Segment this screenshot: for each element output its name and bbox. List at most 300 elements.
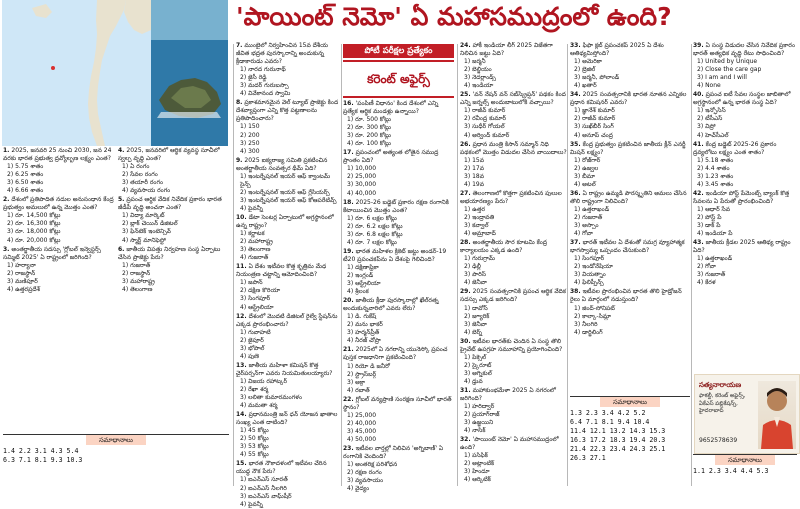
question-option: 4) వైద్యం [347,485,370,493]
question-option: 1) ఐఎన్ఎస్ సూరత్ [240,476,288,484]
question-option: 3) ఐఎన్ఎస్ వాఘ్‌షీర్ [240,492,292,500]
question-option: 2) రూ. 300 కోట్లు [347,124,391,132]
question-option: 2) రూ. 16,300 కోట్లు [7,220,61,228]
question-item [236,214,339,262]
question-stem: అంతర్జాతీయ సదస్సు 'గ్లోబల్ ఇన్వెస్టర్స్ సమ్మిట్ 2025' ఏ రాష్ట్రంలో జరిగింది? [3,245,101,261]
question-item [460,436,571,484]
question-option: 4) వ్యవసాయ రంగం [122,187,171,195]
question-option: 4) బెర్న్ [464,328,483,336]
question-number: 13. [236,361,247,369]
question-number: 2. [3,196,10,204]
question-option: 3) హర్మన్‌ప్రీత్ [347,329,380,337]
question-option: 3) అగ్నికుల్ [464,369,492,377]
question-option: 3) గుజరాత్ [697,271,726,279]
island-photo [151,0,228,146]
question-option: 3) డాక్ పే [697,222,721,230]
question-option: 3) సింగపూర్ [240,295,271,303]
question-number: 20. [343,297,354,305]
question-stem: ప్రపంచంలో అత్యంత లోతైన సముద్ర ప్రాంతం ఏది? [343,149,439,165]
question-stem: ప్రపంచ ఆర్థిక వేదిక నివేదిక ప్రకారం భారత జీడీపీ వృద్ధి అంచనా ఎంత? [118,196,222,212]
question-option: 1) నారద గురునాథ్ [240,66,286,74]
question-option: 4) వివేకానంద స్వామి [240,90,291,98]
question-number: 17. [343,149,354,157]
column-divider [341,44,342,486]
question-stem: ముంబైలో నిర్వహించిన 15వ దేశీయ జీవిత భద్రత పురస్కారాన్ని అందుకున్న క్రీడాకారుడు ఎవరు? [236,42,328,66]
author-photo [758,381,796,449]
question-option: 1) 45 కోట్లు [240,427,269,435]
question-option: 4) అమ్రాబాద్ [464,230,496,238]
question-text [3,147,114,163]
question-option: 2) 200 [240,131,260,139]
question-text [343,297,454,313]
question-stem: 2025, జనవరిలో ఆర్థిక వ్యవస్థ సూచీలో స్వల్ప వృద్ధి ఎంత? [118,147,220,163]
question-text [236,157,339,173]
question-stem: 2025 ఐక్యరాజ్య సమితి ప్రకటించిన అంతర్జాతీయ సంవత్సర థీమ్ ఏది? [236,156,328,172]
question-option: 4) None [697,82,721,90]
question-text [570,42,690,58]
question-item [570,190,690,238]
questions-column-d [460,42,571,486]
question-number: 34. [570,91,581,99]
question-stem: ఫిఫా క్లబ్ ప్రపంచకప్ 2025 ఏ దేశం ఆతిథ్యమిస్తోంది? [570,42,664,58]
question-option: 2) 25,000 [347,173,377,181]
question-item [343,396,454,444]
question-option: 3) సుఖ్‌బీర్ సింగ్ [574,123,614,131]
question-stem: 2025 సంవత్సరానికి భారత నూతన ఎన్నికల ప్రధాన కమిషనర్ ఎవరు? [570,91,687,107]
question-number: 30. [460,337,471,345]
question-option: 4) 6.66 శాతం [7,187,44,195]
question-text [236,411,339,427]
answer-row: 16.3 17.2 18.3 19.4 20.3 [570,436,666,444]
question-option: 1) ఇంటర్నేషనల్ ఇయర్ ఆఫ్ క్వాంటమ్ సైన్స్ [240,172,331,188]
question-item [118,196,229,244]
question-text [118,196,229,212]
question-option: 1) 5.75 శాతం [7,163,44,171]
question-option: 1) గురుగ్రామ్ [464,255,495,263]
question-stem: 'వన్ నేషన్ వన్ సబ్‌స్క్రిప్షన్' పథకం కింద ఎన్ని జర్నల్స్ అందుబాటులోకి వచ్చాయి? [460,91,566,107]
question-number: 5. [118,196,125,204]
question-stem: గ్లోబల్ వన్యప్రాణి సంరక్షణ సూచీలో భారత్ స్థానం? [343,395,452,411]
question-stem: భారత్ ఇటీవల ఏ దేశంతో సమగ్ర వ్యూహాత్మక భాగస్వామ్య ఒప్పందం చేసుకుంది? [570,239,685,255]
question-item [343,445,454,493]
question-item [693,42,797,90]
question-option: 2) జ్యూరిక్ [464,312,490,320]
question-option: 1) జపాన్ [240,279,263,287]
question-option: 1) రూ. 14,500 కోట్లు [7,212,61,220]
question-option: 2) మను భాకర్ [347,321,383,329]
question-stem: ఏ సంస్థ విడుదల చేసిన నివేదిక ప్రకారం భారత్ అత్యధిక వృద్ధి రేటు సాధించింది? [693,42,796,58]
question-number: 29. [460,288,471,296]
question-item [460,141,571,189]
question-item [460,387,571,435]
question-option: 4) కేరళ [697,279,716,287]
question-option: 2) 50 కోట్లు [240,435,269,443]
question-option: 4) తెలంగాణ [122,285,153,293]
question-option: 3) వియత్నాం [574,271,606,279]
question-stem: ప్రధాన మంత్రి కిసాన్ సమ్మాన్ నిధి పథకంలో మొత్తం విడుదల చేసిన వాయిదాలు? [460,140,567,156]
question-option: 2) దక్షిణ కొరియా [240,287,281,295]
answer-row: 1.1 2.3 3.4 4.4 5.3 [693,467,769,475]
question-item [343,248,454,296]
question-text [570,91,690,107]
question-option: 3) 6.50 శాతం [7,179,44,187]
question-text [570,288,690,304]
question-option: 4) గోవా [574,230,593,238]
question-option: 3) భోపాల్ [240,344,265,352]
question-option: 3) 45,000 [347,427,377,435]
question-option: 3) నీలగిరి [574,320,598,328]
author-avatar-graphic [758,381,796,449]
question-item [570,288,690,336]
answer-row: 1.4 2.2 3.1 4.3 5.4 [3,447,79,455]
question-number: 19. [343,247,354,255]
question-option: 1) కర్ణాటక [240,230,265,238]
author-role: ఫాకల్టీ, కరెంట్ అఫైర్స్, ఏకేఎస్ పబ్లికేషన్స్, హైదరాబాద్ [699,393,746,414]
question-option: 1) రియో డి జనీరో [347,362,390,370]
question-option: 2) బ్లాక్ చెయిన్ డిజిటల్ [122,220,178,228]
question-option: 1) ఉత్తరాఖండ్ [697,255,733,263]
question-option: 2) ఇండోనేషియా [574,263,613,271]
question-option: 2) రూ. 6.2 లక్షల కోట్లు [347,222,403,230]
question-text [236,42,339,66]
question-stem: కేంద్ర ప్రభుత్వం ప్రకటించిన జాతీయ క్లీన్ ఎనర్జీ మిషన్ లక్ష్యం? [570,140,686,156]
question-option: 3) 53 కోట్లు [240,443,269,451]
question-option: 2) 40,000 [347,419,377,427]
question-text [343,396,454,412]
question-stem: జాతీయ విపత్తు నిర్వహణ సంస్థ ఏర్పాటు చేసిన ప్రాజెక్టు పేరు? [118,245,221,261]
answer-row: 11.4 12.1 13.2 14.3 15.3 [570,427,666,435]
question-number: 3. [3,245,10,253]
question-option: 2) రాజస్థాన్ [7,269,36,277]
question-option: 3) I am and I will [697,74,747,82]
question-option: 4) రూ. 20,000 కోట్లు [7,236,61,244]
questions-column-c [343,100,454,493]
question-item [570,141,690,189]
question-option: 2) స్ట్రాస్‌బర్గ్ [347,370,377,378]
question-option: 3) 250 [240,139,260,147]
answer-row: 6.3 7.1 8.1 9.3 10.3 [3,456,83,464]
question-number: 21. [343,346,354,354]
question-item [460,91,571,139]
question-option: 4) స్మార్ట్ మానిఫెస్టో [122,236,166,244]
question-text [460,288,571,304]
question-stem: దేశంలో మొదటి డిజిటల్ రైల్వే స్టేషన్‌ను ఎక్కడ ప్రారంభించారు? [236,312,338,328]
question-item [3,246,114,294]
question-option: 3) తయారీ రంగం [122,179,163,187]
question-option: 2) స్కైరూట్ [464,361,492,369]
question-option: 4) అర్వింద్ కుమార్ [464,131,510,139]
question-option: 2) ఇంద్రావతి [464,213,495,221]
question-option: 4) పైవన్నీ [240,204,263,212]
question-option: 2) గుజరాత్ [574,213,603,221]
question-item [693,91,797,139]
question-text [460,436,571,452]
question-text [693,91,797,107]
question-text [570,190,690,206]
question-item [343,199,454,247]
question-item [693,141,797,189]
question-option: 4) 3.45 శాతం [697,180,734,188]
point-nemo-marker [51,66,55,70]
page-headline: 'పాయింట్ నెమో' ఏ మహాసముద్రంలో ఉంది? [236,2,672,31]
question-option: 2) 6.25 శాతం [7,171,44,179]
question-option: 4) 40,000 [347,189,377,197]
question-item [3,196,114,244]
question-stem: జాతీయ మహిళా కమిషన్ కొత్త చైర్‌పర్సన్‌గా ఎవరు నియమితులయ్యారు? [236,361,333,377]
question-number: 18. [343,198,354,206]
question-text [460,338,571,354]
question-option: 4) డార్జిలింగ్ [574,328,603,336]
question-option: 4) పుణె [240,352,260,360]
question-number: 41. [693,140,704,148]
question-item [236,313,339,361]
question-item [343,346,454,394]
question-option: 1) 150 [240,123,260,131]
question-stem: దేశంలో ప్రతిపాదిత నదుల అనుసంధాన కేంద్ర ప్రభుత్వం అమలులో ఉన్న మొత్తం ఎంత? [3,196,114,212]
question-option: 2) Close the care gap [697,66,762,74]
question-option: 3) వ్యవసాయం [347,477,384,485]
question-option: 3) 1.23 శాతం [697,172,734,180]
question-option: 3) ఆస్ట్రేలియా [347,280,381,288]
question-number: 38. [570,288,581,296]
answer-row: 21.4 22.3 23.4 24.3 25.1 [570,445,666,453]
question-item [236,42,339,98]
question-number: 36. [570,189,581,197]
question-option: 3) బీమా [574,172,595,180]
question-option: 1) రూ. 500 కోట్లు [347,116,391,124]
question-text [236,99,339,123]
question-item [236,263,339,311]
question-text [693,239,797,255]
question-option: 2) జైపూర్ [240,336,264,344]
question-option: 2) 4.4 శాతం [697,164,730,172]
question-option: 3) జెనీవా [464,320,487,328]
question-text [343,100,454,116]
question-option: 1) గువాహటి [240,328,271,336]
answer-key-e [570,396,690,463]
question-stem: ప్రపంచ ఐటీ సేవల సంస్థల జాబితాలో అగ్రస్థానంలో ఉన్న భారత సంస్థ ఏది? [693,91,791,107]
question-item [118,147,229,195]
question-option: 4) 50,000 [347,435,377,443]
question-option: 4) నాసిక్ [464,427,486,435]
answer-key-title: సమాధానాలు [86,435,146,445]
question-stem: 'పంపిణీ విధానం' కింద దేశంలో ఎన్ని ప్రత్యేక ఆర్థిక మండళ్లు ఉన్నాయి? [343,100,439,116]
question-option: 2) ఇంటర్నేషనల్ ఇయర్ ఆఫ్ గ్లేసియర్స్ [240,188,330,196]
answer-key-a [3,434,229,465]
map-graphic [2,0,151,146]
question-number: 9. [236,156,243,164]
question-option: 1) జర్మనీ [464,58,486,66]
question-option: 2) రాజీవ్ కుమార్ [574,115,616,123]
question-number: 16. [343,100,354,107]
question-option: 1) విద్యా మార్కెట్ [122,212,165,220]
questions-column-b [236,42,339,508]
question-option: 4) ఖతార్ [574,82,597,90]
question-number: 28. [460,239,471,247]
question-stem: మహాకుంభమేళా 2025 ఏ నగరంలో జరిగింది? [460,386,556,403]
question-item [236,362,339,410]
question-option: 1) గుజరాత్ [122,261,151,269]
question-option: 1) జింద్-సోనిపట్ [574,304,615,312]
question-option: 2) రేఖా శర్మ [240,385,269,393]
question-option: 3) ఫిన్‌టెక్ ఇంటెన్సివ్ [122,228,171,236]
question-text [118,246,229,262]
question-stem: 2025 సంవత్సరానికి ప్రపంచ ఆర్థిక వేదిక సదస్సు ఎక్కడ జరిగింది? [460,288,566,304]
author-card [694,374,800,454]
answer-row: 6.4 7.1 8.1 9.4 10.4 [570,418,650,426]
question-option: 3) మహారాష్ట్ర [122,277,155,285]
question-option: 2) ఇంగ్లండ్ [347,271,374,279]
question-text [460,239,571,255]
question-number: 4. [118,147,125,154]
answer-row: 26.3 27.1 [570,454,606,462]
question-option: 2) సేవల రంగం [122,171,158,179]
question-text [236,263,339,279]
question-number: 27. [460,189,471,197]
question-option: 4) 300 [240,147,260,155]
question-option: 1) రూ. 6 లక్షల కోట్లు [347,214,397,222]
answer-key-title: సమాధానాలు [715,455,775,465]
question-option: 1) ఉత్తర [464,205,486,213]
question-item [460,42,571,90]
question-option: 3) రూ. 6.8 లక్షల కోట్లు [347,230,403,238]
question-text [343,199,454,215]
question-option: 3) హిందూ [464,468,490,476]
question-option: 1) దావోస్ [464,304,488,312]
question-option: 3) మణిపూర్ [7,277,38,285]
question-item [343,297,454,345]
question-stem: ఇటీవల భారత్‌కు చెందిన ఏ సంస్థ తొలి ప్రైవేట్ ఉపగ్రహ సమూహాన్ని ప్రయోగించింది? [460,337,563,353]
question-option: 3) లలితా కుమారమంగళం [240,394,303,402]
question-number: 6. [118,245,125,253]
question-option: 4) శ్రీలంక [347,288,369,296]
question-number: 25. [460,91,471,99]
section-tag: పోటీ పరీక్షల ప్రత్యేకం [343,44,454,58]
question-option: 4) 19వ [464,180,484,188]
question-option: 4) ఇండియా [464,82,494,90]
question-stem: భారత మహిళల క్రికెట్ జట్టు అండర్-19 టీ20 ప్రపంచకప్‌ను ఏ దేశంపై గెలిచింది? [343,247,447,263]
question-stem: తెలంగాణలో కొత్తగా ప్రకటించిన పులుల అభయారణ్యం పేరు? [460,189,562,205]
question-option: 1) పసిఫిక్ [464,452,488,460]
question-option: 2) రాజస్థాన్ [122,269,151,277]
question-option: 3) విప్రో [697,123,716,131]
question-option: 3) 18వ [464,172,484,180]
author-name: సత్యనారాయణ [699,381,742,389]
question-option: 2) మహారాష్ట్ర [240,238,273,246]
question-option: 1) అమెరికా [574,58,602,66]
question-item [693,239,797,287]
question-text [236,313,339,329]
question-option: 3) అస్సాం [574,222,599,230]
question-number: 39. [693,42,704,49]
world-map [2,0,151,146]
question-option: 1) రాజీవ్ కుమార్ [464,107,506,115]
question-stem: జాతీయ క్రీడా పురస్కారాల్లో ఖేల్‌రత్న అందుకున్నవారిలో ఎవరు లేరు? [343,297,439,313]
question-option: 4) అటల్ [574,180,596,188]
question-option: 3) రూ. 18,000 కోట్లు [7,228,61,236]
question-option: 2) ఉజ్వల [574,164,599,172]
question-item [460,190,571,238]
question-text [343,346,454,362]
question-text [693,42,797,58]
question-number: 23. [343,444,354,452]
author-phone: 9652578639 [699,437,738,444]
question-number: 12. [236,312,247,320]
question-option: 4) ఆస్ట్రేలియా [240,303,274,311]
question-text [236,214,339,230]
question-option: 2) అట్లాంటిక్ [464,460,495,468]
question-item [236,411,339,459]
question-stem: ఇటీవల వార్తల్లో నిలిచిన 'అగ్నిబాణ్' ఏ రంగానికి చెందింది? [343,444,444,461]
question-text [693,141,797,157]
question-stem: 'పాయింట్ నెమో' ఏ మహాసముద్రంలో ఉంది? [460,436,559,452]
question-text [118,147,229,163]
question-option: 3) అక్రా [347,378,366,386]
question-stem: 2025, జనవరి 25 నుంచి 2030, జన 24 వరకు భారత ప్రభుత్వ ద్రవ్యోల్బణ లక్ష్యం ఎంత? [3,147,112,163]
question-option: 4) ధ్రువ [464,377,483,385]
question-option: 1) విజయ రహాట్కర్ [240,377,288,385]
question-item [570,91,690,139]
question-text [460,190,571,206]
question-text [460,141,571,157]
question-option: 4) రబాత్ [347,386,370,394]
question-option: 4) ఆర్కిటిక్ [464,476,491,484]
question-stem: ఇటీవల ప్రారంభించిన భారత తొలి హైడ్రోజన్ రైలు ఏ మార్గంలో నడుస్తుంది? [570,288,682,304]
question-item [460,239,571,287]
question-number: 22. [343,395,354,403]
answer-key-title: సమాధానాలు [600,397,660,407]
question-option: 1) రోజ్‌గార్ [574,156,601,164]
question-text [460,91,571,107]
question-text [343,149,454,165]
question-option: 4) హెచ్‌సీఎల్ [697,131,729,139]
question-option: 1) జ్ఞానేశ్ కుమార్ [574,107,615,115]
question-stem: ప్రధానమంత్రి జన్ ధన్ యోజన ఖాతాల సంఖ్య ఎంత దాటింది? [236,411,338,427]
question-option: 1) 25,000 [347,411,377,419]
question-option: 1) సింగపూర్ [574,255,605,263]
question-item [3,147,114,195]
question-number: 35. [570,140,581,148]
question-option: 2) రవీంద్ర కుమార్ [464,115,507,123]
questions-column-f [693,42,797,352]
question-option: 4) నీరజ్ చోప్రా [347,337,381,345]
question-number: 32. [460,436,471,444]
question-option: 4) రూ. 100 కోట్లు [347,140,391,148]
question-option: 4) 55 కోట్లు [240,451,269,459]
question-text [460,42,571,58]
question-option: 2) ఢిల్లీ [464,263,481,271]
question-number: 1. [3,147,10,154]
question-option: 2) బ్రెజిల్ [574,66,596,74]
question-option: 3) జర్మనీ, పోలాండ్ [574,74,620,82]
question-number: 10. [236,213,247,221]
question-number: 40. [693,91,704,99]
question-text [343,248,454,264]
question-option: 1) 5.18 శాతం [697,156,734,164]
question-item [236,157,339,213]
question-stem: జాతీయ క్రీడల 2025 ఆతిథ్య రాష్ట్రం ఏది? [693,239,791,255]
question-option: 1) అంతరిక్ష పరిశోధన [347,461,398,469]
column-divider [457,44,458,486]
question-option: 4) గుజరాత్ [240,254,269,262]
question-stem: ఏ దేశం ఇటీవల కొత్త కృత్రిమ మేధ నియంత్రణ చట్టాన్ని ఆమోదించింది? [236,263,327,279]
question-stem: డేటా సెంటర్ల ఏర్పాటులో అగ్రస్థానంలో ఉన్న రాష్ట్రం? [236,213,334,230]
question-number: 11. [236,263,247,271]
question-option: 3) ఇంటర్నేషనల్ ఇయర్ ఆఫ్ కోఆపరేటివ్స్ [240,196,337,204]
question-number: 33. [570,42,581,49]
question-text [236,362,339,378]
question-option: 3) మదర్ గురుబస్సా [240,82,289,90]
